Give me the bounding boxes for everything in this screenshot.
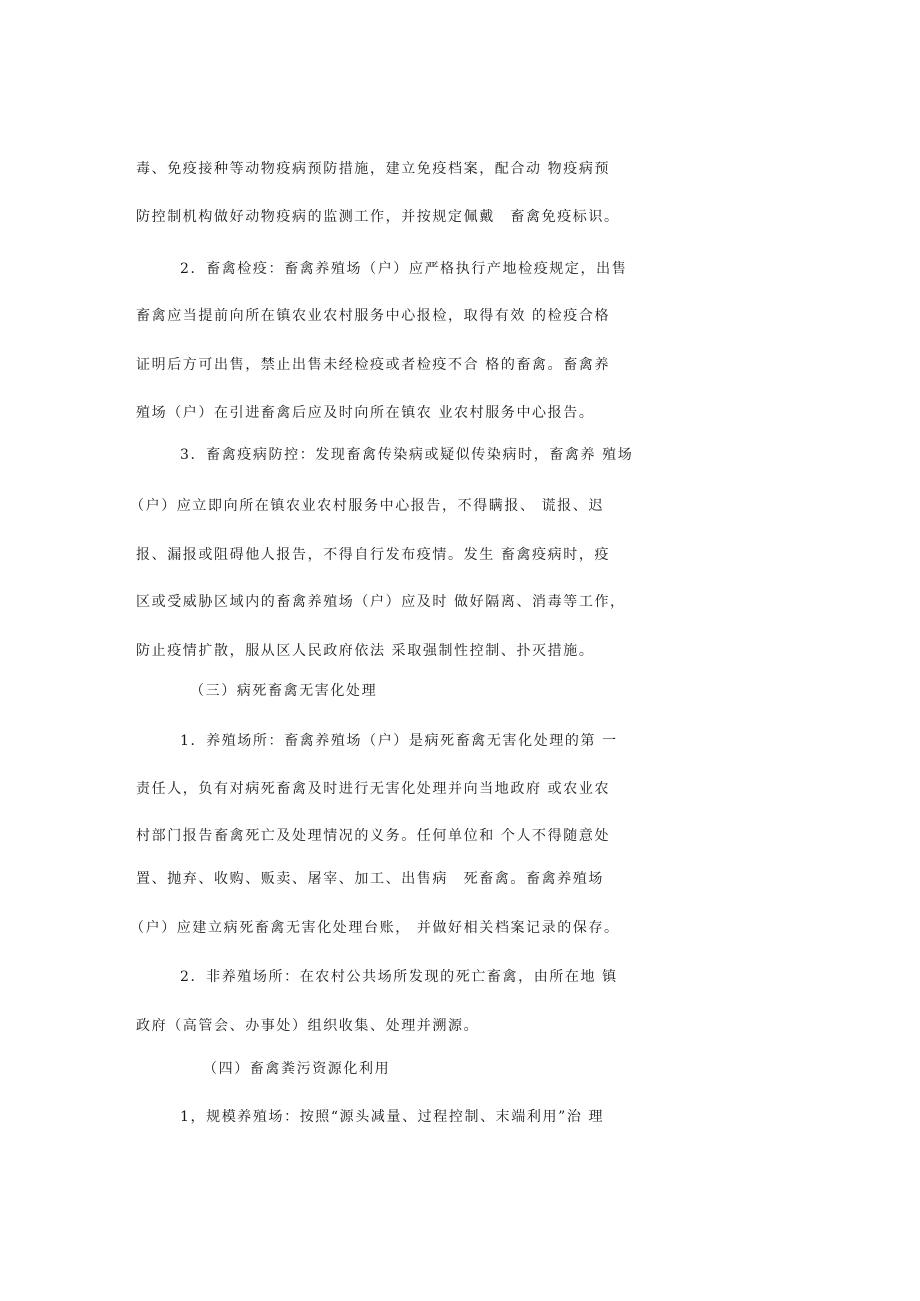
paragraph-line: 1．养殖场所：畜禽养殖场（户）是病死畜禽无害化处理的第 一 <box>180 733 618 749</box>
paragraph-line: 区或受威胁区域内的畜禽养殖场（户）应及时 做好隔离、消毒等工作， <box>136 594 626 610</box>
paragraph-line: 报、漏报或阻碍他人报告，不得自行发布疫情。发生 畜禽疫病时，疫 <box>136 547 611 563</box>
paragraph-line: 殖场（户）在引进畜禽后应及时向所在镇农 业农村服务中心报告。 <box>136 405 595 421</box>
paragraph-line: 2．非养殖场所：在农村公共场所发现的死亡畜禽，由所在地 镇 <box>180 969 618 985</box>
paragraph-line: 1，规模养殖场：按照“源头减量、过程控制、末端利用”治 理 <box>180 1109 605 1125</box>
paragraph-line: （户）应建立病死畜禽无害化处理台账， 并做好相关档案记录的保存。 <box>130 920 620 936</box>
paragraph-line: 置、抛弃、收购、贩卖、屠宰、加工、出售病 死畜禽。畜禽养殖场 <box>136 871 604 887</box>
paragraph-line: 2．畜禽检疫：畜禽养殖场（户）应严格执行产地检疫规定，出售 <box>180 261 628 277</box>
paragraph-line: 防止疫情扩散，服从区人民政府依法 采取强制性控制、扑灭措施。 <box>136 643 595 659</box>
paragraph-line: （户）应立即向所在镇农业农村服务中心报告，不得瞒报、 谎报、迟 <box>130 498 605 514</box>
section-heading: （三）病死畜禽无害化处理 <box>190 683 378 699</box>
paragraph-line: 毒、免疫接种等动物疫病预防措施，建立免疫档案，配合动 物疫病预 <box>136 161 611 177</box>
paragraph-line: 村部门报告畜禽死亡及处理情况的义务。任何单位和 个人不得随意处 <box>136 828 611 844</box>
paragraph-line: 3．畜禽疫病防控：发现畜禽传染病或疑似传染病时，畜禽养 殖场 <box>180 447 634 463</box>
paragraph-line: 责任人，负有对病死畜禽及时进行无害化处理并向当地政府 或农业农 <box>136 781 611 797</box>
paragraph-line: 畜禽应当提前向所在镇农业农村服务中心报检，取得有效 的检疫合格 <box>136 308 611 324</box>
paragraph-line: 政府（高管会、办事处）组织收集、处理并溯源。 <box>136 1018 480 1034</box>
paragraph-line: 证明后方可出售，禁止出售未经检疫或者检疫不合 格的畜禽。畜禽养 <box>136 357 611 373</box>
paragraph-line: 防控制机构做好动物疫病的监测工作，并按规定佩戴 畜禽免疫标识。 <box>136 209 620 225</box>
section-heading: （四）畜禽粪污资源化利用 <box>203 1061 391 1077</box>
